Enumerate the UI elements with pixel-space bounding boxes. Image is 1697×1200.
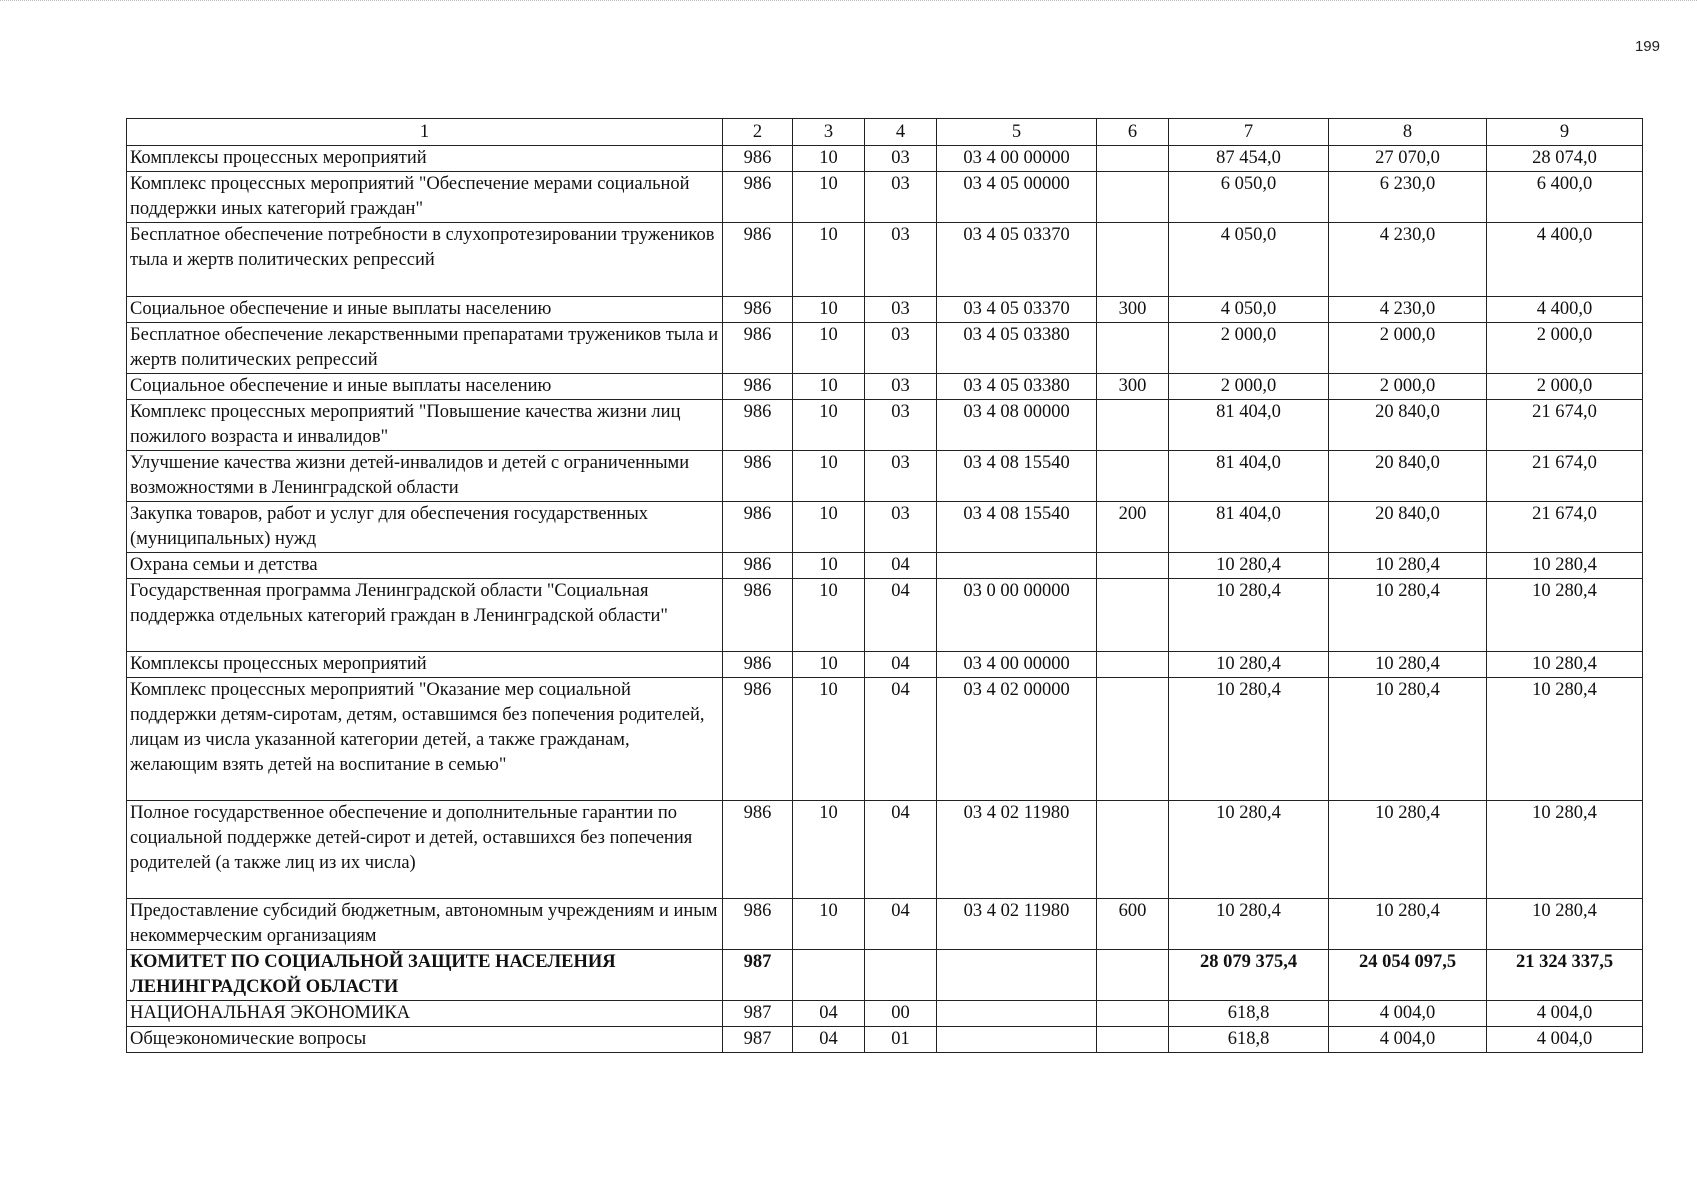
section-cell: 10 bbox=[793, 652, 865, 678]
amount-year1-cell: 81 404,0 bbox=[1169, 399, 1329, 450]
header-cell: 5 bbox=[937, 119, 1097, 146]
section-cell: 04 bbox=[793, 1026, 865, 1052]
table-row bbox=[127, 296, 1643, 322]
row-name-cell: Комплекс процессных мероприятий "Обеспечение мерами социальной поддержки иных категорий граждан" bbox=[127, 172, 723, 223]
amount-year2-cell: 10 280,4 bbox=[1329, 578, 1487, 652]
section-cell: 10 bbox=[793, 373, 865, 399]
table-row bbox=[127, 678, 1643, 801]
section-cell: 10 bbox=[793, 552, 865, 578]
amount-year1-cell: 10 280,4 bbox=[1169, 678, 1329, 801]
amount-year1-cell: 10 280,4 bbox=[1169, 800, 1329, 898]
subsection-cell: 04 bbox=[865, 652, 937, 678]
row-name-cell: Комплекс процессных мероприятий "Повышение качества жизни лиц пожилого возраста и инвалидов" bbox=[127, 399, 723, 450]
amount-year3-cell: 4 400,0 bbox=[1487, 296, 1643, 322]
amount-year3-cell: 21 674,0 bbox=[1487, 399, 1643, 450]
admin-code-cell: 987 bbox=[723, 1000, 793, 1026]
expense-type-cell bbox=[1097, 172, 1169, 223]
target-article-cell: 03 4 02 11980 bbox=[937, 898, 1097, 949]
subsection-cell: 03 bbox=[865, 322, 937, 373]
amount-year3-cell: 4 004,0 bbox=[1487, 1026, 1643, 1052]
table-row bbox=[127, 1026, 1643, 1052]
table-row bbox=[127, 223, 1643, 297]
admin-code-cell: 987 bbox=[723, 949, 793, 1000]
expense-type-cell bbox=[1097, 223, 1169, 297]
subsection-cell: 03 bbox=[865, 146, 937, 172]
expense-type-cell bbox=[1097, 450, 1169, 501]
amount-year1-cell: 618,8 bbox=[1169, 1026, 1329, 1052]
target-article-cell: 03 4 05 00000 bbox=[937, 172, 1097, 223]
section-cell bbox=[793, 949, 865, 1000]
expense-type-cell bbox=[1097, 1026, 1169, 1052]
expense-type-cell: 300 bbox=[1097, 373, 1169, 399]
expense-type-cell bbox=[1097, 322, 1169, 373]
expense-type-cell: 600 bbox=[1097, 898, 1169, 949]
expense-type-cell bbox=[1097, 678, 1169, 801]
admin-code-cell: 986 bbox=[723, 578, 793, 652]
table-row bbox=[127, 898, 1643, 949]
subsection-cell: 04 bbox=[865, 552, 937, 578]
amount-year2-cell: 4 004,0 bbox=[1329, 1000, 1487, 1026]
amount-year1-cell: 10 280,4 bbox=[1169, 578, 1329, 652]
header-cell: 9 bbox=[1487, 119, 1643, 146]
amount-year3-cell: 10 280,4 bbox=[1487, 578, 1643, 652]
section-cell: 04 bbox=[793, 1000, 865, 1026]
expense-type-cell: 200 bbox=[1097, 501, 1169, 552]
target-article-cell: 03 4 05 03370 bbox=[937, 223, 1097, 297]
amount-year3-cell: 21 324 337,5 bbox=[1487, 949, 1643, 1000]
table-row bbox=[127, 578, 1643, 652]
subsection-cell: 03 bbox=[865, 172, 937, 223]
expense-type-cell bbox=[1097, 800, 1169, 898]
header-cell: 1 bbox=[127, 119, 723, 146]
row-name-cell: Улучшение качества жизни детей-инвалидов и детей с ограниченными возможностями в Ленинградской области bbox=[127, 450, 723, 501]
target-article-cell: 03 4 02 00000 bbox=[937, 678, 1097, 801]
amount-year2-cell: 20 840,0 bbox=[1329, 450, 1487, 501]
expense-type-cell bbox=[1097, 1000, 1169, 1026]
section-cell: 10 bbox=[793, 172, 865, 223]
amount-year2-cell: 10 280,4 bbox=[1329, 800, 1487, 898]
amount-year3-cell: 21 674,0 bbox=[1487, 450, 1643, 501]
subsection-cell: 04 bbox=[865, 578, 937, 652]
row-name-cell: Полное государственное обеспечение и дополнительные гарантии по социальной поддержке детей-сирот и детей, оставшихся без попечения родителей (а также лиц из их числа) bbox=[127, 800, 723, 898]
amount-year3-cell: 21 674,0 bbox=[1487, 501, 1643, 552]
amount-year2-cell: 4 230,0 bbox=[1329, 296, 1487, 322]
target-article-cell: 03 4 02 11980 bbox=[937, 800, 1097, 898]
row-name-cell: Комплексы процессных мероприятий bbox=[127, 652, 723, 678]
row-name-cell: Комплексы процессных мероприятий bbox=[127, 146, 723, 172]
expense-type-cell bbox=[1097, 652, 1169, 678]
expense-type-cell bbox=[1097, 949, 1169, 1000]
admin-code-cell: 986 bbox=[723, 450, 793, 501]
amount-year1-cell: 2 000,0 bbox=[1169, 322, 1329, 373]
admin-code-cell: 986 bbox=[723, 296, 793, 322]
target-article-cell: 03 4 08 15540 bbox=[937, 501, 1097, 552]
amount-year1-cell: 87 454,0 bbox=[1169, 146, 1329, 172]
section-cell: 10 bbox=[793, 578, 865, 652]
row-name-cell: Социальное обеспечение и иные выплаты населению bbox=[127, 296, 723, 322]
amount-year1-cell: 10 280,4 bbox=[1169, 652, 1329, 678]
expense-type-cell: 300 bbox=[1097, 296, 1169, 322]
row-name-cell: Государственная программа Ленинградской области "Социальная поддержка отдельных категорий граждан в Ленинградской области" bbox=[127, 578, 723, 652]
admin-code-cell: 986 bbox=[723, 373, 793, 399]
table-row bbox=[127, 373, 1643, 399]
table-row bbox=[127, 552, 1643, 578]
admin-code-cell: 986 bbox=[723, 898, 793, 949]
admin-code-cell: 986 bbox=[723, 501, 793, 552]
subsection-cell: 00 bbox=[865, 1000, 937, 1026]
amount-year2-cell: 20 840,0 bbox=[1329, 399, 1487, 450]
header-cell: 6 bbox=[1097, 119, 1169, 146]
section-cell: 10 bbox=[793, 146, 865, 172]
header-cell: 8 bbox=[1329, 119, 1487, 146]
header-cell: 3 bbox=[793, 119, 865, 146]
row-name-cell: Бесплатное обеспечение потребности в слухопротезировании тружеников тыла и жертв политических репрессий bbox=[127, 223, 723, 297]
amount-year2-cell: 10 280,4 bbox=[1329, 678, 1487, 801]
row-name-cell: КОМИТЕТ ПО СОЦИАЛЬНОЙ ЗАЩИТЕ НАСЕЛЕНИЯ ЛЕНИНГРАДСКОЙ ОБЛАСТИ bbox=[127, 949, 723, 1000]
section-cell: 10 bbox=[793, 501, 865, 552]
table-row bbox=[127, 800, 1643, 898]
subsection-cell: 01 bbox=[865, 1026, 937, 1052]
subsection-cell: 04 bbox=[865, 800, 937, 898]
section-cell: 10 bbox=[793, 296, 865, 322]
subsection-cell bbox=[865, 949, 937, 1000]
admin-code-cell: 986 bbox=[723, 552, 793, 578]
admin-code-cell: 986 bbox=[723, 652, 793, 678]
admin-code-cell: 986 bbox=[723, 322, 793, 373]
target-article-cell: 03 4 05 03370 bbox=[937, 296, 1097, 322]
amount-year1-cell: 10 280,4 bbox=[1169, 898, 1329, 949]
expense-type-cell bbox=[1097, 146, 1169, 172]
target-article-cell: 03 4 00 00000 bbox=[937, 146, 1097, 172]
subsection-cell: 03 bbox=[865, 373, 937, 399]
amount-year3-cell: 2 000,0 bbox=[1487, 322, 1643, 373]
amount-year1-cell: 10 280,4 bbox=[1169, 552, 1329, 578]
amount-year3-cell: 10 280,4 bbox=[1487, 652, 1643, 678]
header-row bbox=[127, 119, 1643, 146]
subsection-cell: 03 bbox=[865, 223, 937, 297]
row-name-cell: Предоставление субсидий бюджетным, автономным учреждениям и иным некоммерческим организациям bbox=[127, 898, 723, 949]
row-name-cell: Закупка товаров, работ и услуг для обеспечения государственных (муниципальных) нужд bbox=[127, 501, 723, 552]
row-name-cell: НАЦИОНАЛЬНАЯ ЭКОНОМИКА bbox=[127, 1000, 723, 1026]
amount-year2-cell: 10 280,4 bbox=[1329, 552, 1487, 578]
admin-code-cell: 986 bbox=[723, 146, 793, 172]
row-name-cell: Комплекс процессных мероприятий "Оказание мер социальной поддержки детям-сиротам, детям, оставшимся без попечения родителей, лицам из числа указанной категории детей, а также гражданам, желающим взять детей на воспитание в семью" bbox=[127, 678, 723, 801]
expense-type-cell bbox=[1097, 578, 1169, 652]
table-row bbox=[127, 501, 1643, 552]
expense-type-cell bbox=[1097, 399, 1169, 450]
target-article-cell: 03 4 08 15540 bbox=[937, 450, 1097, 501]
amount-year3-cell: 4 400,0 bbox=[1487, 223, 1643, 297]
amount-year2-cell: 2 000,0 bbox=[1329, 322, 1487, 373]
table-row bbox=[127, 450, 1643, 501]
amount-year3-cell: 10 280,4 bbox=[1487, 898, 1643, 949]
amount-year2-cell: 6 230,0 bbox=[1329, 172, 1487, 223]
target-article-cell: 03 4 05 03380 bbox=[937, 373, 1097, 399]
header-cell: 7 bbox=[1169, 119, 1329, 146]
header-cell: 4 bbox=[865, 119, 937, 146]
header-cell: 2 bbox=[723, 119, 793, 146]
section-cell: 10 bbox=[793, 223, 865, 297]
section-cell: 10 bbox=[793, 800, 865, 898]
budget-table bbox=[126, 118, 1643, 1053]
table-row bbox=[127, 652, 1643, 678]
scan-top-edge bbox=[0, 0, 1697, 3]
amount-year1-cell: 618,8 bbox=[1169, 1000, 1329, 1026]
amount-year3-cell: 4 004,0 bbox=[1487, 1000, 1643, 1026]
target-article-cell: 03 4 05 03380 bbox=[937, 322, 1097, 373]
amount-year2-cell: 2 000,0 bbox=[1329, 373, 1487, 399]
amount-year2-cell: 4 230,0 bbox=[1329, 223, 1487, 297]
page-number: 199 bbox=[1634, 38, 1660, 55]
amount-year2-cell: 4 004,0 bbox=[1329, 1026, 1487, 1052]
target-article-cell: 03 4 00 00000 bbox=[937, 652, 1097, 678]
target-article-cell bbox=[937, 949, 1097, 1000]
target-article-cell: 03 4 08 00000 bbox=[937, 399, 1097, 450]
target-article-cell: 03 0 00 00000 bbox=[937, 578, 1097, 652]
expense-type-cell bbox=[1097, 552, 1169, 578]
target-article-cell bbox=[937, 1026, 1097, 1052]
amount-year3-cell: 2 000,0 bbox=[1487, 373, 1643, 399]
table-row bbox=[127, 322, 1643, 373]
subsection-cell: 03 bbox=[865, 296, 937, 322]
admin-code-cell: 986 bbox=[723, 172, 793, 223]
section-cell: 10 bbox=[793, 450, 865, 501]
target-article-cell bbox=[937, 1000, 1097, 1026]
admin-code-cell: 986 bbox=[723, 678, 793, 801]
target-article-cell bbox=[937, 552, 1097, 578]
amount-year1-cell: 81 404,0 bbox=[1169, 450, 1329, 501]
subsection-cell: 03 bbox=[865, 501, 937, 552]
section-cell: 10 bbox=[793, 322, 865, 373]
amount-year1-cell: 4 050,0 bbox=[1169, 223, 1329, 297]
amount-year2-cell: 20 840,0 bbox=[1329, 501, 1487, 552]
amount-year2-cell: 27 070,0 bbox=[1329, 146, 1487, 172]
admin-code-cell: 987 bbox=[723, 1026, 793, 1052]
section-cell: 10 bbox=[793, 678, 865, 801]
amount-year1-cell: 6 050,0 bbox=[1169, 172, 1329, 223]
subsection-cell: 03 bbox=[865, 399, 937, 450]
admin-code-cell: 986 bbox=[723, 223, 793, 297]
section-cell: 10 bbox=[793, 898, 865, 949]
subsection-cell: 04 bbox=[865, 678, 937, 801]
amount-year3-cell: 28 074,0 bbox=[1487, 146, 1643, 172]
amount-year1-cell: 28 079 375,4 bbox=[1169, 949, 1329, 1000]
amount-year2-cell: 10 280,4 bbox=[1329, 652, 1487, 678]
subsection-cell: 04 bbox=[865, 898, 937, 949]
section-cell: 10 bbox=[793, 399, 865, 450]
amount-year3-cell: 10 280,4 bbox=[1487, 552, 1643, 578]
amount-year1-cell: 4 050,0 bbox=[1169, 296, 1329, 322]
admin-code-cell: 986 bbox=[723, 800, 793, 898]
table-body bbox=[127, 146, 1643, 1053]
amount-year2-cell: 24 054 097,5 bbox=[1329, 949, 1487, 1000]
amount-year2-cell: 10 280,4 bbox=[1329, 898, 1487, 949]
subsection-cell: 03 bbox=[865, 450, 937, 501]
admin-code-cell: 986 bbox=[723, 399, 793, 450]
amount-year1-cell: 81 404,0 bbox=[1169, 501, 1329, 552]
table-row bbox=[127, 399, 1643, 450]
amount-year3-cell: 10 280,4 bbox=[1487, 678, 1643, 801]
amount-year1-cell: 2 000,0 bbox=[1169, 373, 1329, 399]
row-name-cell: Общеэкономические вопросы bbox=[127, 1026, 723, 1052]
amount-year3-cell: 10 280,4 bbox=[1487, 800, 1643, 898]
table-row bbox=[127, 949, 1643, 1000]
table-row bbox=[127, 146, 1643, 172]
row-name-cell: Социальное обеспечение и иные выплаты населению bbox=[127, 373, 723, 399]
table-row bbox=[127, 1000, 1643, 1026]
row-name-cell: Охрана семьи и детства bbox=[127, 552, 723, 578]
table-row bbox=[127, 172, 1643, 223]
amount-year3-cell: 6 400,0 bbox=[1487, 172, 1643, 223]
row-name-cell: Бесплатное обеспечение лекарственными препаратами тружеников тыла и жертв политических репрессий bbox=[127, 322, 723, 373]
